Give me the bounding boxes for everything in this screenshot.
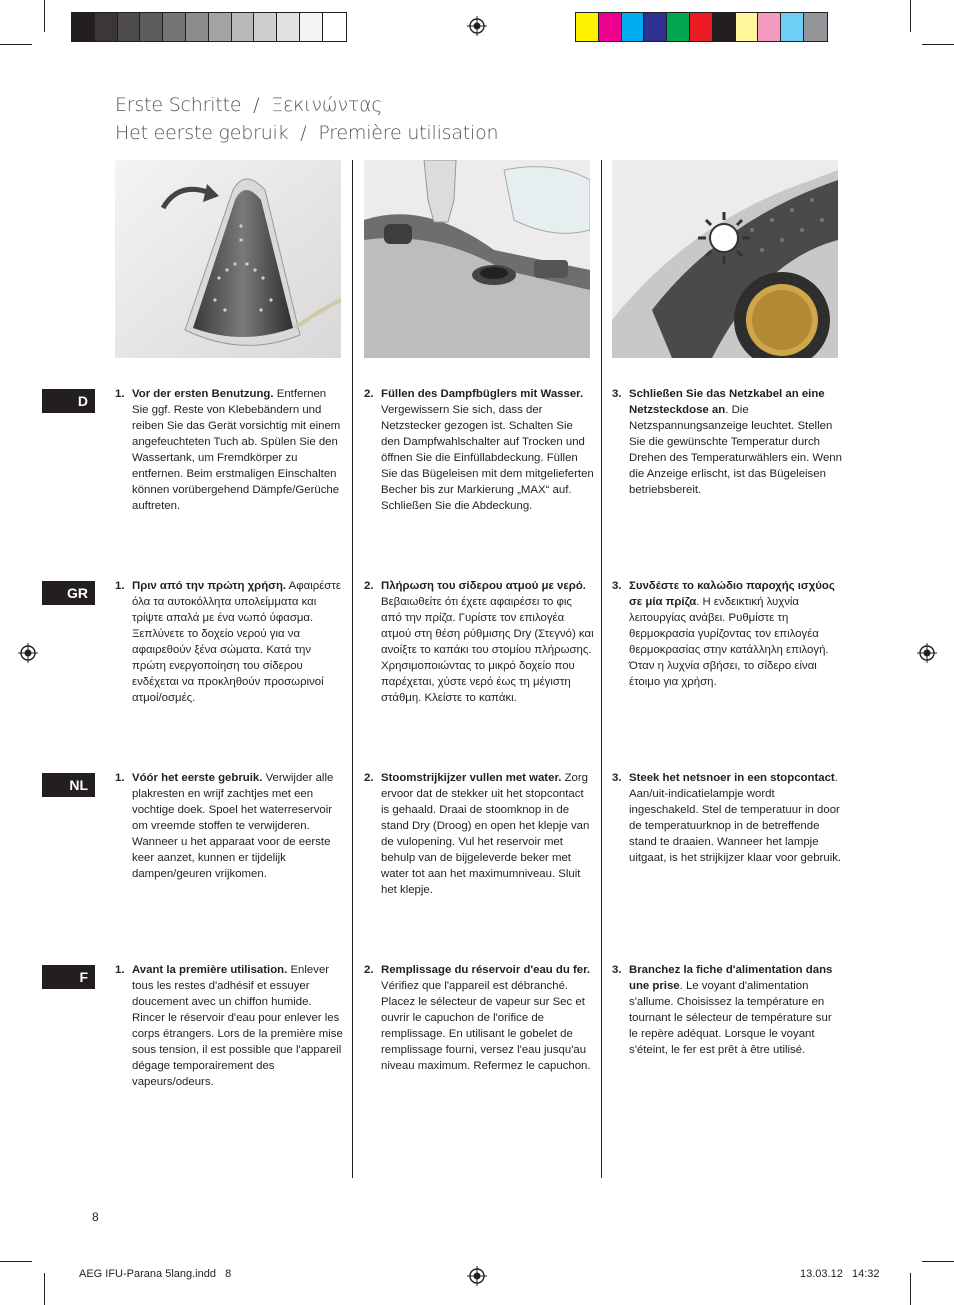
color-swatch [736, 13, 759, 41]
color-swatch-bar [575, 12, 828, 42]
crop-mark [922, 1261, 954, 1262]
step-heading: Branchez la fiche d'alimentation dans une prise [629, 964, 833, 992]
color-swatch [804, 13, 827, 41]
instruction-step [364, 962, 594, 1074]
crop-mark [910, 1273, 911, 1305]
color-swatch [140, 13, 163, 41]
instruction-step [364, 578, 594, 706]
title-fr: Première utilisation [318, 122, 499, 144]
step-body [629, 770, 842, 866]
instruction-step [612, 770, 842, 866]
step-heading: Συνδέστε το καλώδιο παροχής ισχύος σε μία πρίζα [629, 580, 835, 608]
step-number: 1. [115, 964, 125, 976]
step-body [132, 770, 345, 882]
step-text: . Η ενδεικτική λυχνία λειτουργίας ανάβει. Ρυθμίστε τη θερμοκρασία γυρίζοντας τον επιλογέα θερμοκρασίας στην κατάλληλη επιλογή. Όταν η λυχνία σβήσει, το σίδερο είναι έτοιμο για χρήση. [629, 596, 829, 688]
step-number: 3. [612, 580, 622, 592]
step-number: 3. [612, 964, 622, 976]
color-swatch [599, 13, 622, 41]
step-text: Βεβαιωθείτε ότι έχετε αφαιρέσει το φις από την πρίζα. Γυρίστε τον επιλογέα ατμού στη θέση ρύθμισης Dry (Στεγνό) και ανοίξτε το καπάκι του στομίου πλήρωσης. Χρησιμοποιώντας το μικρό δοχείο που παρέχεται, χύστε νερό έως τη μέγιστη στάθμη. Κλείστε το καπάκι. [381, 596, 594, 704]
color-swatch [209, 13, 232, 41]
step-body [629, 578, 842, 690]
instruction-step [364, 386, 594, 514]
page-number: 8 [92, 1210, 99, 1224]
step-body [132, 386, 345, 514]
step-number: 2. [364, 772, 374, 784]
color-swatch [254, 13, 277, 41]
page-title-line-2 [115, 122, 498, 144]
iron-remove-sticker-illustration [115, 160, 341, 358]
color-swatch [163, 13, 186, 41]
color-swatch [186, 13, 209, 41]
title-nl: Het eerste gebruik [115, 122, 289, 144]
crop-mark [0, 44, 32, 45]
step-text: . Aan/uit-indicatielampje wordt ingeschakeld. Stel de temperatuur in door de temperatuurknop in de betreffende stand te draaien. Wanneer het lampje uitgaat, is het strijkijzer klaar voor gebruik. [629, 772, 842, 864]
iron-fill-water-illustration [364, 160, 590, 358]
color-swatch [118, 13, 141, 41]
instruction-step [115, 962, 345, 1090]
step-number: 2. [364, 964, 374, 976]
step-heading: Vor der ersten Benutzung. [132, 388, 274, 400]
step-body [132, 962, 345, 1090]
language-badge: F [42, 965, 95, 989]
instruction-step [115, 770, 345, 882]
step-body [629, 962, 842, 1058]
color-swatch [277, 13, 300, 41]
step-number: 3. [612, 772, 622, 784]
crop-mark [44, 0, 45, 32]
step-text: Verwijder alle plakresten en wrijf zachtjes met een vochtige doek. Spoel het waterreservoir om vreemde stoffen te verwijderen. Wanneer u het apparaat voor de eerste keer aanzet, kunnen er tijdelijk dampen/geuren vrijkomen. [132, 772, 334, 880]
color-swatch [758, 13, 781, 41]
title-separator: / [300, 122, 307, 144]
step-heading: Füllen des Dampfbüglers mit Wasser. [381, 388, 584, 400]
instruction-step [364, 770, 594, 898]
step-body [381, 770, 594, 898]
step-body [132, 578, 345, 706]
gray-swatch-bar [71, 12, 347, 42]
crop-mark [910, 0, 911, 32]
step-number: 1. [115, 772, 125, 784]
color-swatch [95, 13, 118, 41]
color-swatch [622, 13, 645, 41]
instruction-step [115, 578, 345, 706]
step-text: Entfernen Sie ggf. Reste von Klebebändern und reiben Sie das Gerät vorsichtig mit einem angefeuchteten Tuch ab. Spülen Sie den Wassertank, um Fremdkörper zu entfernen. Beim erstmaligen Einschalten können vorübergehend Dämpfe/Gerüche auftreten. [132, 388, 341, 512]
step-heading: Remplissage du réservoir d'eau du fer. [381, 964, 591, 976]
step-heading: Schließen Sie das Netzkabel an eine Netzsteckdose an [629, 388, 825, 416]
step-number: 3. [612, 388, 622, 400]
language-badge: D [42, 389, 95, 413]
step-heading: Steek het netsnoer in een stopcontact [629, 772, 835, 784]
page-title-line-1 [115, 94, 382, 116]
column-divider [352, 160, 353, 1178]
instruction-step [612, 386, 842, 498]
column-divider [601, 160, 602, 1178]
color-swatch [713, 13, 736, 41]
step-text: Zorg ervoor dat de stekker uit het stopcontact is gehaald. Draai de stoomknop in de stand Dry (Droog) en open het klepje van de vulopening. Vul het reservoir met behulp van de bijgeleverde beker met water tot aan het maximumniveau. Sluit het klepje. [381, 772, 590, 896]
step-heading: Avant la première utilisation. [132, 964, 288, 976]
step-number: 2. [364, 388, 374, 400]
registration-mark-icon [467, 1266, 487, 1286]
color-swatch [300, 13, 323, 41]
language-badge: GR [42, 581, 95, 605]
title-gr: Ξεκινώντας [271, 94, 383, 116]
instruction-step [612, 578, 842, 690]
color-swatch [323, 13, 346, 41]
step-text: . Die Netzspannungsanzeige leuchtet. Stellen Sie die gewünschte Temperatur durch Drehen des Temperaturwählers ein. Wenn die Anzeige erlischt, ist das Bügeleisen betriebsbereit. [629, 404, 842, 496]
step-text: Αφαιρέστε όλα τα αυτοκόλλητα υπολείμματα και τρίψτε απαλά με ένα νωπό ύφασμα. Ξεπλύνετε το δοχείο νερού για να αφαιρεθούν ξένα σώματα. Κατά την πρώτη ενεργοποίηση του σίδερου ενδέχεται να προκληθούν προσωρινοί ατμοί/οσμές. [132, 580, 341, 704]
language-badge: NL [42, 773, 95, 797]
registration-mark-icon [467, 16, 487, 36]
iron-temperature-dial-illustration [612, 160, 838, 358]
step-body [381, 578, 594, 706]
date-slug: 13.03.12 14:32 [800, 1268, 880, 1280]
file-slug: AEG IFU-Parana 5lang.indd 8 [79, 1268, 232, 1280]
color-swatch [576, 13, 599, 41]
registration-mark-icon [917, 643, 937, 663]
crop-mark [922, 44, 954, 45]
title-de: Erste Schritte [115, 94, 242, 116]
color-swatch [667, 13, 690, 41]
color-swatch [781, 13, 804, 41]
color-swatch [644, 13, 667, 41]
step-text: . Le voyant d'alimentation s'allume. Choisissez la température en tournant le sélecteur de température sur le repère adéquat. Lorsque le voyant s'éteint, le fer est prêt à être utilisé. [629, 980, 832, 1056]
step-heading: Πριν από την πρώτη χρήση. [132, 580, 287, 592]
step-body [629, 386, 842, 498]
registration-mark-icon [18, 643, 38, 663]
step-number: 1. [115, 580, 125, 592]
step-heading: Πλήρωση του σίδερου ατμού με νερό. [381, 580, 586, 592]
crop-mark [0, 1261, 32, 1262]
color-swatch [690, 13, 713, 41]
instruction-step [612, 962, 842, 1058]
color-swatch [72, 13, 95, 41]
step-number: 1. [115, 388, 125, 400]
step-text: Vergewissern Sie sich, dass der Netzstecker gezogen ist. Schalten Sie den Dampfwahlschalter auf Trocken und öffnen Sie die Einfüllabdeckung. Füllen Sie das Bügeleisen mit dem mitgelieferten Becher bis zur Markierung „MAX“ auf. Schließen Sie die Abdeckung. [381, 404, 594, 512]
step-heading: Vóór het eerste gebruik. [132, 772, 263, 784]
step-heading: Stoomstrijkijzer vullen met water. [381, 772, 562, 784]
title-separator: / [253, 94, 260, 116]
instruction-step [115, 386, 345, 514]
step-number: 2. [364, 580, 374, 592]
color-swatch [232, 13, 255, 41]
step-body [381, 962, 594, 1074]
crop-mark [44, 1273, 45, 1305]
step-body [381, 386, 594, 514]
step-text: Enlever tous les restes d'adhésif et essuyer doucement avec un chiffon humide. Rincer le réservoir d'eau pour enlever les corps étrangers. Lors de la première mise sous tension, il est possible que l'appareil dégage temporairement des vapeurs/odeurs. [132, 964, 343, 1088]
step-text: Vérifiez que l'appareil est débranché. Placez le sélecteur de vapeur sur Sec et ouvrir le capuchon de l'orifice de remplissage. En utilisant le gobelet de remplissage fourni, versez l'eau jusqu'au niveau maximum. Refermez le capuchon. [381, 980, 591, 1072]
